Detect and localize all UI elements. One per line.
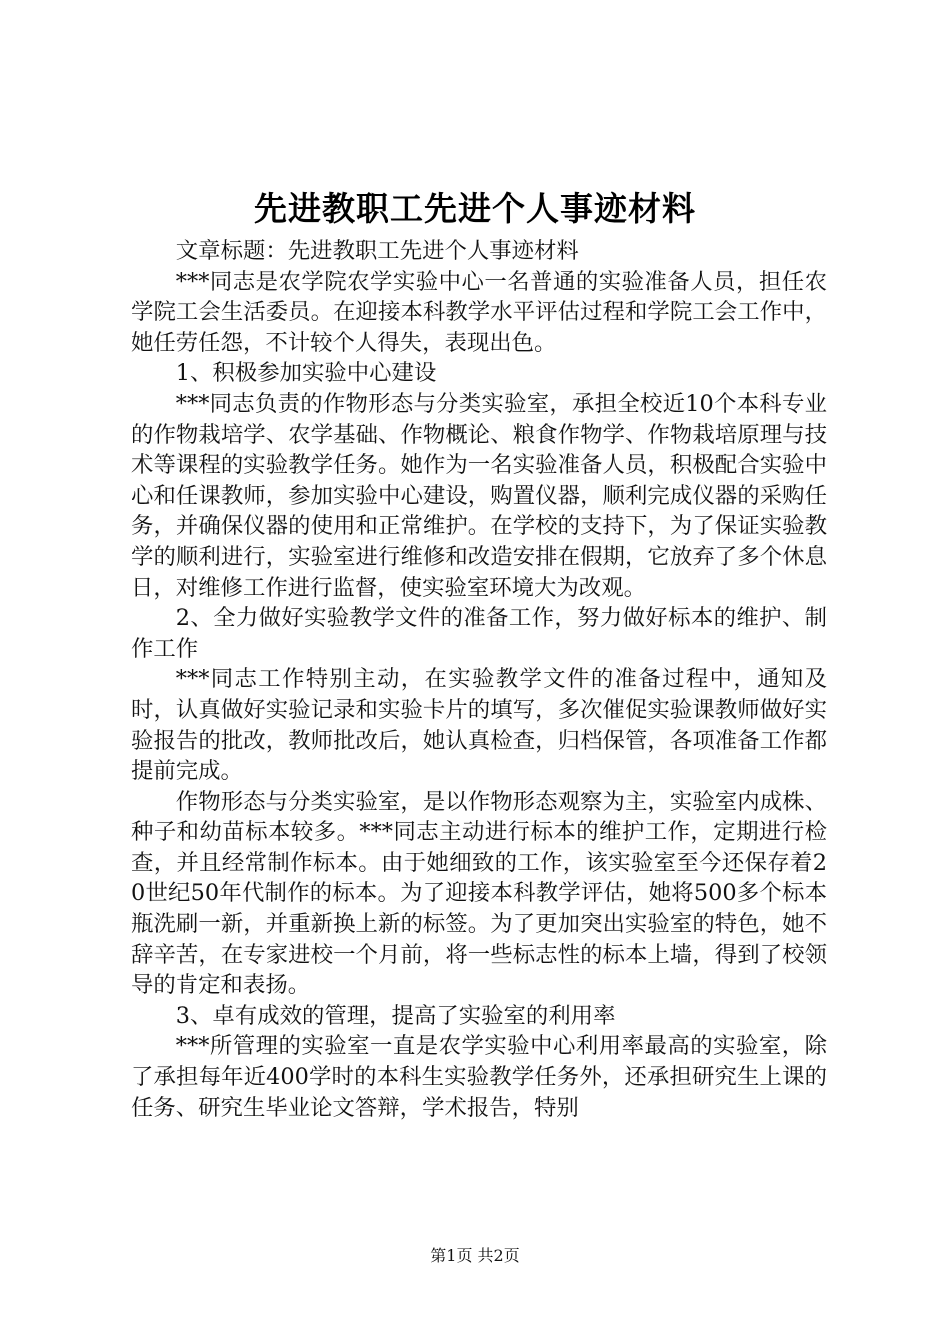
page-number-footer: 第1页 共2页	[430, 1246, 520, 1265]
section-heading-1: 1、积极参加实验中心建设	[175, 360, 437, 387]
paragraph-section-3: ***所管理的实验室一直是农学实验中心利用率最高的实验室，除了承担每年近400学时的本科生实验教学任务外，还承担研究生上课的任务、研究生毕业论文答辩，学术报告，特别	[131, 1033, 827, 1121]
paragraph-article-title: 文章标题：先进教职工先进个人事迹材料	[175, 238, 579, 264]
document-title: 先进教职工先进个人事迹材料	[254, 189, 696, 228]
paragraph-section-1: ***同志负责的作物形态与分类实验室，承担全校近10个本科专业的作物栽培学、农学基础、作物概论、粮食作物学、作物栽培原理与技术等课程的实验教学任务。她作为一名实验准备人员，积极配合实验中心和任课教师，参加实验中心建设，购置仪器，顺利完成仪器的采购任务，并确保仪器的使用和正常维护。在学校的支持下，为了保证实验教学的顺利进行，实验室进行维修和改造安排在假期，它放弃了多个休息日，对维修工作进行监督，使实验室环境大为改观。	[131, 390, 827, 601]
section-heading-3: 3、卓有成效的管理，提高了实验室的利用率	[175, 1002, 616, 1029]
paragraph-section-2b: 作物形态与分类实验室，是以作物形态观察为主，实验室内成株、种子和幼苗标本较多。***同志主动进行标本的维护工作，定期进行检查，并且经常制作标本。由于她细致的工作，该实验室至今还保存着20世纪50年代制作的标本。为了迎接本科教学评估，她将500多个标本瓶洗刷一新，并重新换上新的标签。为了更加突出实验室的特色，她不辞辛苦，在专家进校一个月前，将一些标志性的标本上墙，得到了校领导的肯定和表扬。	[131, 788, 827, 999]
paragraph-section-2a: ***同志工作特别主动，在实验教学文件的准备过程中，通知及时，认真做好实验记录和实验卡片的填写，多次催促实验课教师做好实验报告的批改，教师批改后，她认真检查，归档保管，各项准备工作都提前完成。	[131, 666, 827, 785]
paragraph-intro: ***同志是农学院农学实验中心一名普通的实验准备人员，担任农学院工会生活委员。在迎接本科教学水平评估过程和学院工会工作中，她任劳任怨，不计较个人得失，表现出色。	[131, 268, 827, 356]
section-heading-2: 2、全力做好实验教学文件的准备工作，努力做好标本的维护、制作工作	[131, 605, 827, 662]
document-body	[131, 236, 827, 1123]
